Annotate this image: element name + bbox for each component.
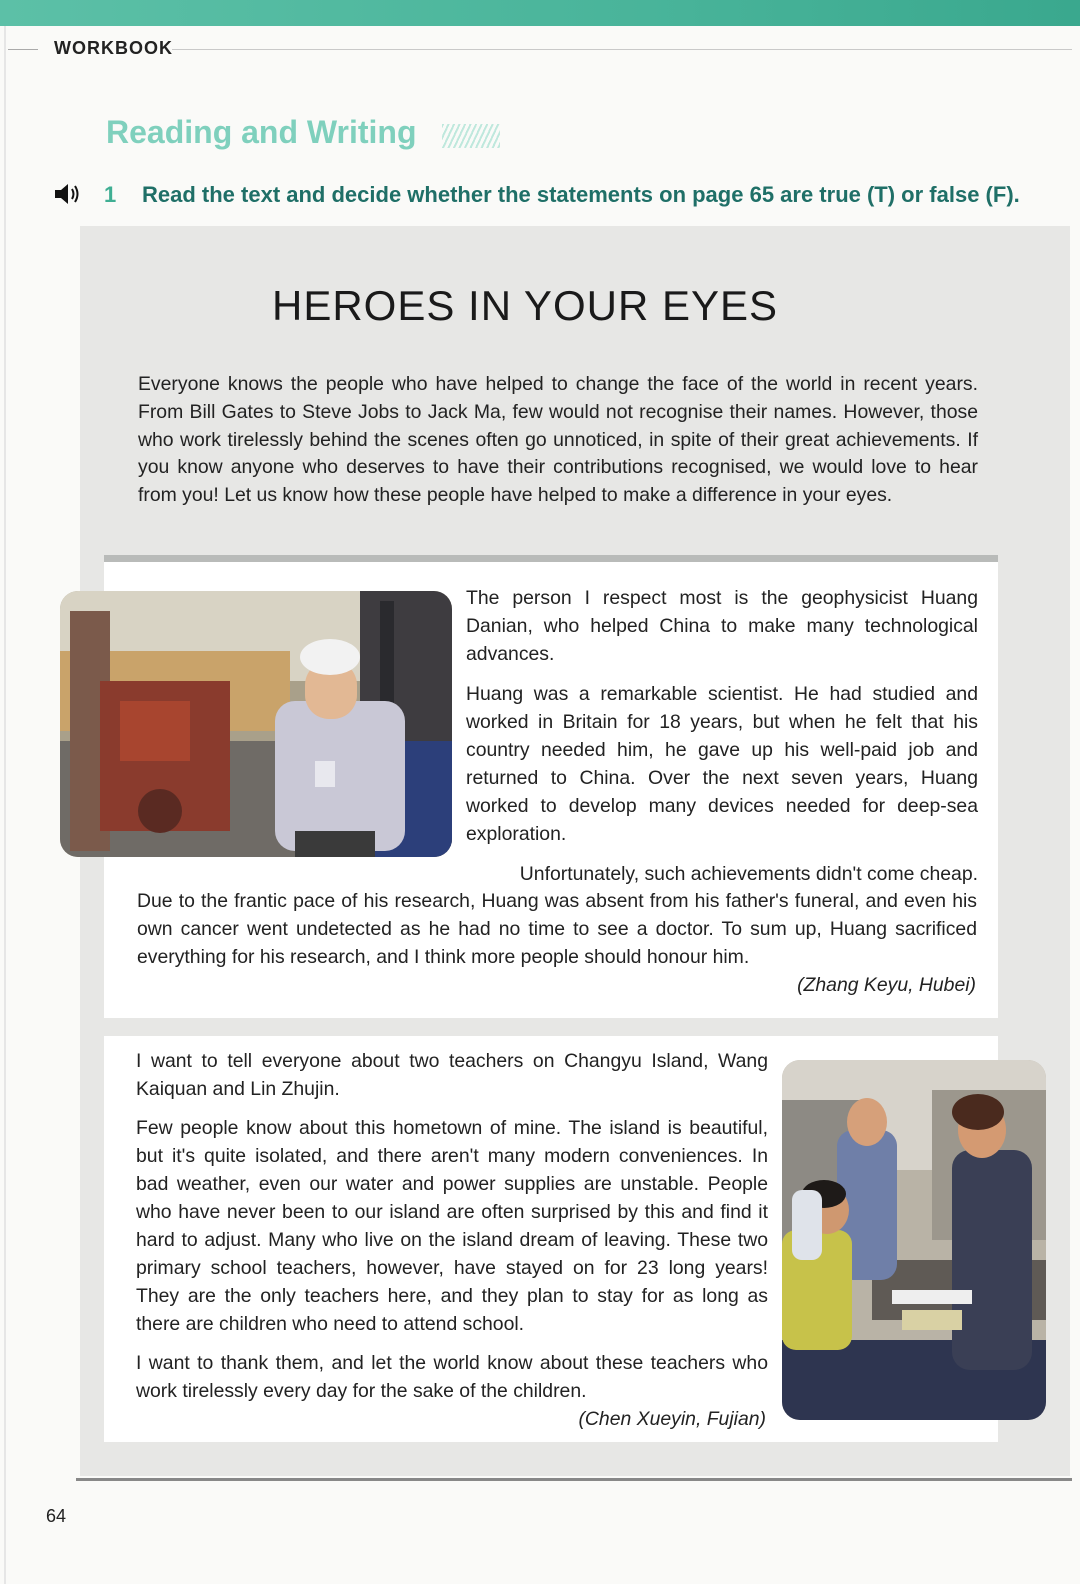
- hatch-decoration: [442, 124, 500, 148]
- entry1-paragraph-2: Huang was a remarkable scientist. He had studied and worked in Britain for 18 years, but when he felt that his country needed him, he gave up his well-paid job and returned to China. Over the next seven years, Huang worked to develop many devices needed for deep-sea exploration.: [466, 683, 978, 845]
- section-title: Reading and Writing: [106, 114, 417, 150]
- section-divider: [104, 555, 998, 562]
- entry2-paragraph-1: I want to tell everyone about two teachers on Changyu Island, Wang Kaiquan and Lin Zhujin.: [136, 1050, 768, 1100]
- workbook-label: WORKBOOK: [54, 38, 173, 58]
- entry1-paragraph-1: The person I respect most is the geophysicist Huang Danian, who helped China to make many technological advances.: [466, 587, 978, 665]
- page-number: 64: [46, 1506, 67, 1526]
- top-color-band: [0, 0, 1080, 26]
- bottom-rule: [76, 1478, 1072, 1481]
- speaker-icon[interactable]: [54, 182, 84, 206]
- entry2-paragraph-2: Few people know about this hometown of mine. The island is beautiful, but it's quite isolated, and there aren't many modern conveniences. In bad weather, even our water and power supplies are unstable. People who have never been to our island are often surprised by this and find it hard to adjust. Many who live on the island dream of leaving. These two primary school teachers, however, have stayed on for 23 long years! They are the only teachers here, and they plan to stay for as long as there are children who need to attend school.: [136, 1117, 768, 1335]
- photo-scientist: [60, 591, 452, 857]
- article-intro: Everyone knows the people who have helped to change the face of the world in recent years. From Bill Gates to Steve Jobs to Jack Ma, few would not recognise their names. However, those who work tirelessly behind the scenes often go unnoticed, in spite of their great achievements. If you know anyone who deserves to have their contributions recognised, we would love to hear from you! Let us know how these people have helped to make a difference in your eyes.: [138, 373, 978, 507]
- page-edge-rule: [4, 26, 6, 1584]
- photo-teachers: [782, 1060, 1046, 1420]
- article-title: HEROES IN YOUR EYES: [271, 282, 779, 329]
- header-rule-left: [8, 49, 38, 50]
- entry1-paragraph-3-start: Unfortunately, such achievements didn't come cheap.: [519, 863, 978, 885]
- entry2-signature: (Chen Xueyin, Fujian): [578, 1408, 766, 1430]
- header-rule-right: [172, 49, 1072, 50]
- entry1-signature: (Zhang Keyu, Hubei): [797, 974, 976, 996]
- exercise-instruction: Read the text and decide whether the statements on page 65 are true (T) or false (F).: [142, 182, 1020, 207]
- entry2-paragraph-3: I want to thank them, and let the world know about these teachers who work tirelessly every day for the sake of the children.: [136, 1352, 768, 1402]
- exercise-number: 1: [104, 182, 117, 207]
- entry1-paragraph-3-rest: Due to the frantic pace of his research, Huang was absent from his father's funeral, and even his own cancer went undetected as he had no time to see a doctor. To sum up, Huang sacrificed everything for his research, and I think more people should honour him.: [137, 890, 977, 968]
